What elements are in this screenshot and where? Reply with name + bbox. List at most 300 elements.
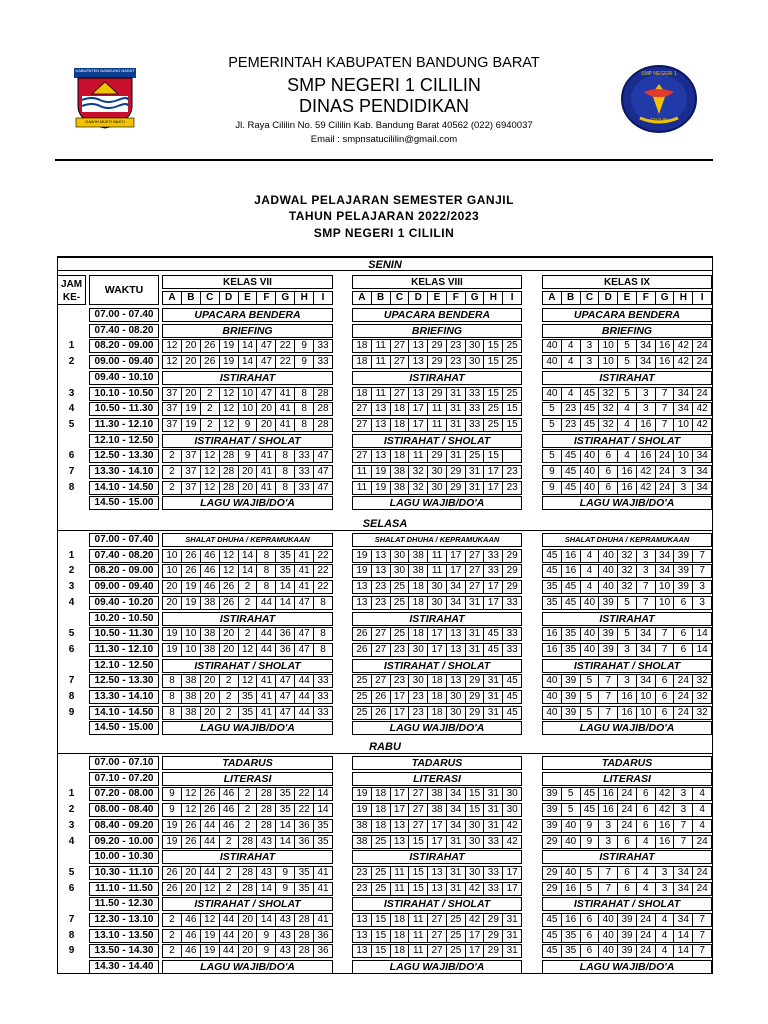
teacher-code: 16 [617,482,636,494]
teacher-code: 24 [617,820,636,832]
teacher-code: 5 [561,788,580,800]
teacher-code: 40 [561,836,580,848]
teacher-code: 34 [673,403,692,415]
teacher-code: 5 [580,867,599,879]
teacher-code: 22 [313,565,332,577]
teacher-code: 31 [483,707,502,719]
teacher-code: 27 [371,628,390,640]
teacher-code: 27 [427,930,446,942]
teacher-code: 33 [483,565,502,577]
class-letter: G [655,292,674,304]
teacher-code: 8 [294,419,313,431]
teacher-code: 3 [655,883,674,895]
teacher-code: 4 [561,356,580,368]
teacher-code: 40 [580,450,599,462]
teacher-code: 17 [465,945,484,957]
teacher-code: 35 [275,550,294,562]
teacher-code: 23 [408,707,427,719]
period-number: 1 [68,788,75,799]
teacher-code: 42 [692,403,711,415]
time-slot: 11.30 - 12.10 [89,418,159,432]
period-number: 8 [68,691,75,702]
teacher-code: 20 [166,597,178,608]
time-slot: 10.00 - 10.30 [89,850,159,864]
teacher-code: 6 [655,707,674,719]
teacher-code-row [162,339,333,353]
teacher-code: 34 [673,914,692,926]
teacher-code: 15 [483,356,502,368]
period-number: 3 [68,388,75,399]
teacher-code: 8 [313,644,332,656]
teacher-code: 11 [371,356,390,368]
time-slot: 14.50 - 15.00 [89,721,159,735]
teacher-code: 26 [356,644,368,655]
teacher-code: 31 [483,788,502,800]
teacher-code: 45 [546,914,558,925]
teacher-code-row [352,627,522,641]
teacher-code: 35 [313,836,332,848]
teacher-code: 25 [390,628,409,640]
teacher-code: 12 [200,914,219,926]
teacher-code: 3 [636,403,655,415]
teacher-code: 41 [275,403,294,415]
teacher-code: 33 [294,482,313,494]
teacher-code: 44 [219,945,238,957]
teacher-code: 29 [465,707,484,719]
teacher-code: 7 [598,883,617,895]
teacher-code: 2 [169,482,175,493]
teacher-code: 33 [313,356,332,368]
teacher-code: 7 [655,419,674,431]
teacher-code: 18 [408,581,427,593]
teacher-code: 12 [166,340,178,351]
teacher-code: 8 [169,707,175,718]
teacher-code: 10 [655,581,674,593]
teacher-code: 20 [256,419,275,431]
teacher-code: 34 [673,388,692,400]
teacher-code: 29 [446,466,465,478]
teacher-code: 33 [483,550,502,562]
teacher-code: 25 [483,419,502,431]
teacher-code: 27 [371,675,390,687]
teacher-code: 25 [465,450,484,462]
period-number: 5 [68,628,75,639]
teacher-code: 19 [356,565,368,576]
teacher-code-row [162,643,333,657]
period-number: 9 [68,945,75,956]
time-slot: 09.40 - 10.10 [89,371,159,385]
teacher-code: 19 [181,581,200,593]
teacher-code-row [352,481,522,495]
teacher-code: 14 [275,597,294,609]
teacher-code: 15 [371,930,390,942]
teacher-code: 32 [692,691,711,703]
teacher-code-row [162,866,333,880]
period-number: 3 [68,581,75,592]
teacher-code: 33 [502,628,521,640]
time-slot: 10.50 - 11.30 [89,402,159,416]
teacher-code: 23 [446,356,465,368]
teacher-code: 25 [502,388,521,400]
time-slot: 12.50 - 13.30 [89,449,159,463]
teacher-code: 26 [166,867,178,878]
teacher-code: 30 [446,691,465,703]
teacher-code: 5 [617,388,636,400]
kelas-header: KELAS VIII [352,275,522,289]
teacher-code: 28 [219,466,238,478]
teacher-code: 14 [256,883,275,895]
teacher-code: 24 [636,930,655,942]
teacher-code: 40 [546,691,558,702]
teacher-code: 27 [371,644,390,656]
left-logo-top-text: KABUPATEN BANDUNG BARAT [75,68,135,73]
teacher-code: 30 [390,565,409,577]
teacher-code: 3 [636,565,655,577]
teacher-code: 17 [446,565,465,577]
jam-header-label: JAM [60,279,83,290]
teacher-code: 35 [561,930,580,942]
teacher-code: 8 [275,466,294,478]
class-letter: C [390,292,409,304]
teacher-code: 31 [483,820,502,832]
teacher-code-row [542,674,712,688]
teacher-code: 5 [561,804,580,816]
teacher-code: 5 [617,628,636,640]
teacher-code: 11 [408,914,427,926]
teacher-code: 45 [561,581,580,593]
teacher-code: 12 [200,450,219,462]
teacher-code: 4 [692,788,711,800]
teacher-code: 26 [200,804,219,816]
teacher-code: 15 [371,914,390,926]
time-slot: 12.50 - 13.30 [89,674,159,688]
class-letter: I [692,292,711,304]
teacher-code: 31 [483,691,502,703]
class-letter: B [371,292,390,304]
teacher-code: 3 [692,597,711,609]
teacher-code: 8 [294,388,313,400]
teacher-code-row [352,929,522,943]
teacher-code: 23 [371,581,390,593]
teacher-code: 23 [390,675,409,687]
teacher-code: 28 [256,788,275,800]
activity-label: UPACARA BENDERA [542,308,712,322]
teacher-code: 28 [238,867,257,879]
teacher-code: 30 [446,707,465,719]
period-number: 6 [68,883,75,894]
class-letter: D [408,292,427,304]
time-slot: 09.00 - 09.40 [89,355,159,369]
teacher-code: 20 [238,482,257,494]
class-letter: E [617,292,636,304]
teacher-code: 43 [256,836,275,848]
teacher-code-row [352,913,522,927]
teacher-code: 20 [181,867,200,879]
teacher-code: 30 [465,867,484,879]
teacher-code: 39 [546,788,558,799]
teacher-code: 8 [313,628,332,640]
teacher-code: 16 [546,628,558,639]
teacher-code-row [162,481,333,495]
teacher-code: 14 [313,804,332,816]
time-slot: 13.10 - 13.50 [89,929,159,943]
teacher-code: 14 [256,914,275,926]
teacher-code: 32 [617,550,636,562]
class-letter: A [168,292,176,303]
teacher-code: 30 [502,804,521,816]
teacher-code: 5 [617,356,636,368]
teacher-code: 3 [598,820,617,832]
teacher-code: 23 [356,883,368,894]
teacher-code: 3 [692,581,711,593]
teacher-code: 7 [692,565,711,577]
teacher-code: 40 [546,707,558,718]
teacher-code: 35 [561,644,580,656]
time-slot: 10.30 - 11.10 [89,866,159,880]
teacher-code: 13 [371,550,390,562]
teacher-code-row [352,866,522,880]
teacher-code: 12 [219,565,238,577]
teacher-code: 15 [502,419,521,431]
teacher-code: 18 [356,356,368,367]
teacher-code: 18 [371,804,390,816]
teacher-code-row [352,690,522,704]
activity-label: SHALAT DHUHA / KEPRAMUKAAN [542,533,712,547]
teacher-code: 32 [617,581,636,593]
teacher-code-row [162,449,333,463]
teacher-code: 9 [580,836,599,848]
teacher-code: 39 [617,930,636,942]
teacher-code-row [542,819,712,833]
activity-label: LAGU WAJIB/DO'A [542,721,712,735]
teacher-code: 12 [219,550,238,562]
teacher-code: 16 [655,836,674,848]
teacher-code: 20 [238,930,257,942]
teacher-code: 2 [200,388,219,400]
teacher-code: 45 [483,628,502,640]
teacher-code: 15 [483,388,502,400]
teacher-code: 38 [356,836,368,847]
teacher-code: 40 [546,340,558,351]
teacher-code: 25 [390,597,409,609]
teacher-code: 45 [546,550,558,561]
teacher-code: 31 [446,450,465,462]
teacher-code: 29 [483,945,502,957]
teacher-code: 32 [617,565,636,577]
teacher-code: 33 [483,883,502,895]
teacher-code: 10 [598,340,617,352]
activity-label: ISTIRAHAT / SHOLAT [352,659,522,673]
teacher-code: 6 [617,836,636,848]
teacher-code: 15 [408,867,427,879]
teacher-code: 7 [655,628,674,640]
activity-label: ISTIRAHAT [162,371,333,385]
teacher-code: 46 [181,945,200,957]
teacher-code: 33 [483,867,502,879]
teacher-code: 10 [181,644,200,656]
teacher-code: 19 [200,930,219,942]
teacher-code: 24 [617,788,636,800]
teacher-code: 17 [483,597,502,609]
teacher-code-row [162,835,333,849]
waktu-header: WAKTU [89,275,159,305]
activity-label: ISTIRAHAT [542,850,712,864]
teacher-code-row [352,882,522,896]
teacher-code: 3 [598,836,617,848]
teacher-code: 24 [673,691,692,703]
teacher-code: 45 [502,675,521,687]
teacher-code: 43 [275,945,294,957]
teacher-code: 13 [446,644,465,656]
teacher-code: 25 [371,883,390,895]
teacher-code: 19 [356,788,368,799]
teacher-code: 36 [275,644,294,656]
teacher-code: 46 [200,550,219,562]
teacher-code-row [352,418,522,432]
teacher-code: 16 [655,820,674,832]
teacher-code: 17 [465,930,484,942]
teacher-code: 14 [692,644,711,656]
teacher-code: 39 [673,550,692,562]
teacher-code: 2 [169,945,175,956]
teacher-code: 7 [598,867,617,879]
activity-label: SHALAT DHUHA / KEPRAMUKAAN [352,533,522,547]
teacher-code: 4 [580,581,599,593]
teacher-code: 20 [238,945,257,957]
teacher-code: 10 [636,707,655,719]
teacher-code: 19 [356,804,368,815]
teacher-code: 18 [356,340,368,351]
teacher-code: 14 [673,930,692,942]
period-number: 9 [68,707,75,718]
teacher-code: 5 [580,675,599,687]
teacher-code: 11 [371,388,390,400]
teacher-code: 9 [549,482,555,493]
teacher-code: 31 [465,597,484,609]
teacher-code: 35 [275,565,294,577]
teacher-code-row [542,564,712,578]
teacher-code: 18 [427,707,446,719]
teacher-code: 34 [692,466,711,478]
teacher-code: 35 [238,707,257,719]
teacher-code-row [352,465,522,479]
teacher-code: 7 [692,945,711,957]
teacher-code: 27 [465,581,484,593]
teacher-code: 34 [692,482,711,494]
teacher-code: 16 [546,644,558,655]
teacher-code: 44 [200,820,219,832]
teacher-code: 23 [371,597,390,609]
teacher-code: 28 [313,403,332,415]
teacher-code-row [162,706,333,720]
teacher-code: 13 [356,597,368,608]
day-header-selasa: SELASA [57,517,713,531]
header-divider [55,159,713,161]
period-number: 8 [68,930,75,941]
teacher-code: 22 [294,804,313,816]
teacher-code: 11 [390,867,409,879]
teacher-code: 19 [181,419,200,431]
teacher-code: 31 [465,644,484,656]
teacher-code: 33 [465,403,484,415]
teacher-code: 47 [275,707,294,719]
teacher-code: 28 [294,930,313,942]
teacher-code: 8 [294,403,313,415]
teacher-code: 15 [502,403,521,415]
teacher-code: 44 [294,691,313,703]
teacher-code: 17 [446,550,465,562]
teacher-code: 40 [598,565,617,577]
teacher-code: 42 [673,340,692,352]
teacher-code: 45 [561,466,580,478]
teacher-code: 10 [673,450,692,462]
activity-label: BRIEFING [352,324,522,338]
teacher-code: 26 [200,788,219,800]
teacher-code: 34 [446,804,465,816]
teacher-code: 5 [617,597,636,609]
teacher-code: 34 [446,820,465,832]
teacher-code: 33 [294,466,313,478]
activity-label: TADARUS [542,756,712,770]
teacher-code: 41 [256,482,275,494]
teacher-code: 5 [617,340,636,352]
period-number: 4 [68,836,75,847]
teacher-code-row [352,387,522,401]
teacher-code: 39 [598,597,617,609]
teacher-code: 18 [408,597,427,609]
teacher-code: 23 [408,691,427,703]
teacher-code-row [542,549,712,563]
teacher-code: 13 [427,883,446,895]
teacher-code: 23 [502,466,521,478]
class-letter: G [275,292,294,304]
teacher-code: 2 [169,930,175,941]
teacher-code: 42 [465,883,484,895]
teacher-code: 13 [427,867,446,879]
teacher-code: 17 [408,419,427,431]
class-letter: H [294,292,313,304]
teacher-code: 40 [580,628,599,640]
time-slot: 09.20 - 10.00 [89,835,159,849]
time-slot: 08.20 - 09.00 [89,564,159,578]
teacher-code: 36 [313,945,332,957]
teacher-code: 13 [408,340,427,352]
time-slot: 13.30 - 14.10 [89,465,159,479]
teacher-code-row [162,819,333,833]
teacher-code: 27 [356,450,368,461]
teacher-code: 13 [390,836,409,848]
teacher-code: 3 [580,356,599,368]
teacher-code-row [542,944,712,958]
teacher-code-row [162,913,333,927]
activity-label: LAGU WAJIB/DO'A [352,496,522,510]
teacher-code: 31 [502,930,521,942]
teacher-code: 2 [219,883,238,895]
kelas-header: KELAS IX [542,275,712,289]
teacher-code: 7 [655,388,674,400]
period-number: 7 [68,675,75,686]
teacher-code: 42 [692,419,711,431]
teacher-code: 10 [166,550,178,561]
day-header-senin: SENIN [57,257,713,271]
class-letter: A [548,292,556,303]
teacher-code: 24 [655,482,674,494]
teacher-code: 28 [219,450,238,462]
activity-label: ISTIRAHAT / SHOLAT [542,434,712,448]
teacher-code-row [162,596,333,610]
teacher-code: 31 [502,914,521,926]
teacher-code [502,450,521,462]
